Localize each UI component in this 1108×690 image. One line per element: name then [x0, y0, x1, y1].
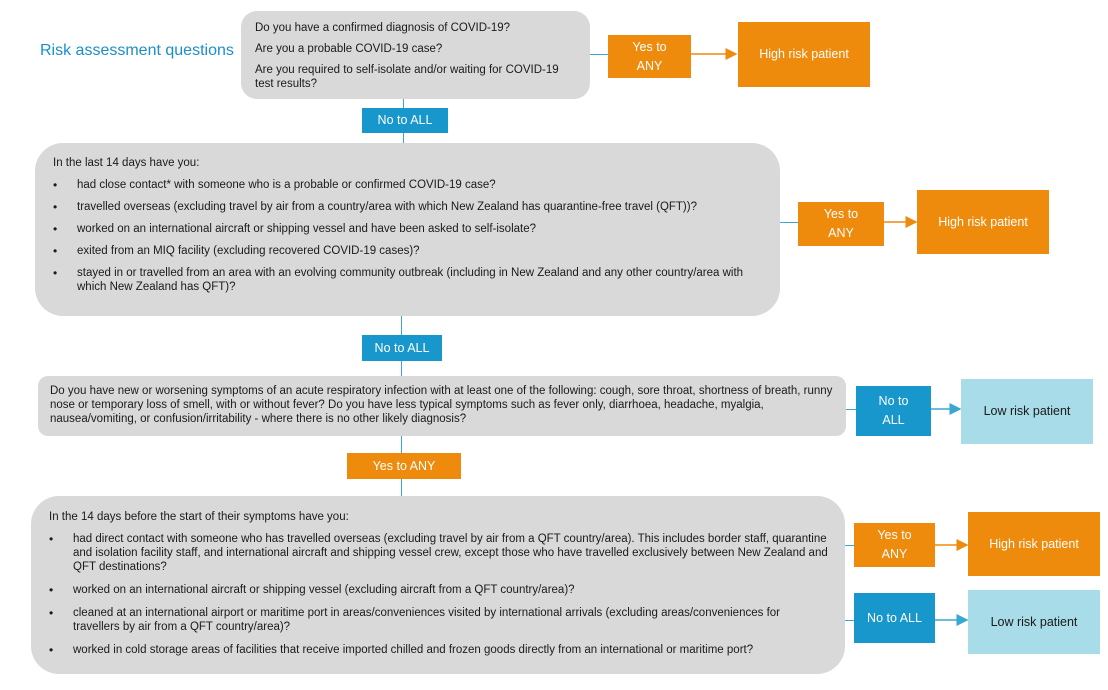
section2-question-box: [35, 143, 780, 316]
s2-item: • worked on an international aircraft or shipping vessel and have been asked to self-isolate?: [53, 222, 766, 236]
s2-item: • travelled overseas (excluding travel by air from a country/area with which New Zealand has quarantine-free travel (QFT))?: [53, 200, 766, 214]
s2-item: • exited from an MIQ facility (excluding recovered COVID-19 cases)?: [53, 244, 766, 258]
s4-low-risk-outcome: Low risk patient: [968, 590, 1100, 654]
s4-intro: In the 14 days before the start of their symptoms have you:: [49, 511, 349, 523]
s4-item: • worked on an international aircraft or shipping vessel (excluding aircraft from a QFT country/area)?: [49, 583, 831, 597]
diagram-title: Risk assessment questions: [40, 42, 234, 59]
s1-no-tag: No to ALL: [362, 108, 448, 133]
s1-question: Are you a probable COVID-19 case?: [255, 43, 443, 55]
s3-question: Do you have new or worsening symptoms of an acute respiratory infection with at least one of the following: cough, sore throat, shortness of breath, runny nose or temporary loss of smell, with or without fever? Do you have less typical symptoms such as fever only, diarrhoea, headache, myalgia, nausea/vomiting, or confusion/irritability - where there is no other likely diagnosis?: [50, 385, 833, 425]
s1-question: Do you have a confirmed diagnosis of COVID-19?: [255, 22, 511, 34]
section1-question-box: [241, 11, 590, 99]
s2-list: [53, 178, 766, 294]
s2-intro: In the last 14 days have you:: [53, 157, 200, 169]
section4-question-box: [31, 496, 845, 674]
s2-yes-tag: Yes to ANY: [798, 202, 884, 246]
s4-yes-tag: Yes to ANY: [854, 523, 935, 567]
s4-item: • had direct contact with someone who has travelled overseas (excluding travel by air from a QFT country/area). This includes border staff, quarantine and isolation facility staff, and international aircraft and shipping vessel crew, except those who have travelled exclusively between New Zealand and QFT destinations?: [49, 532, 829, 574]
s4-item: • worked in cold storage areas of facilities that receive imported chilled and frozen goods directly from an international or maritime port?: [49, 643, 831, 657]
s3-low-risk-outcome: Low risk patient: [961, 379, 1093, 444]
s3-yes-tag: Yes to ANY: [347, 453, 461, 479]
s4-item: • cleaned at an international airport or maritime port in areas/conveniences visited by international arrivals (excluding areas/conveniences for travellers by air from a QFT country/area)?: [49, 606, 829, 634]
s1-question: Are you required to self-isolate and/or waiting for COVID-19 test results?: [255, 64, 559, 90]
s2-item: • had close contact* with someone who is a probable or confirmed COVID-19 case?: [53, 178, 766, 192]
s2-no-tag: No to ALL: [362, 335, 442, 361]
s4-no-tag: No to ALL: [854, 593, 935, 643]
s1-yes-tag: Yes to ANY: [608, 35, 691, 78]
s3-no-tag: No to ALL: [856, 386, 931, 436]
section3-question-box: [38, 376, 846, 436]
s2-item: • stayed in or travelled from an area with an evolving community outbreak (including in New Zealand and any other country/area with which New Zealand has QFT)?: [53, 266, 757, 294]
s2-high-risk-outcome: High risk patient: [917, 190, 1049, 254]
s4-high-risk-outcome: High risk patient: [968, 512, 1100, 576]
s4-list: [49, 532, 831, 657]
s1-high-risk-outcome: High risk patient: [738, 22, 870, 87]
